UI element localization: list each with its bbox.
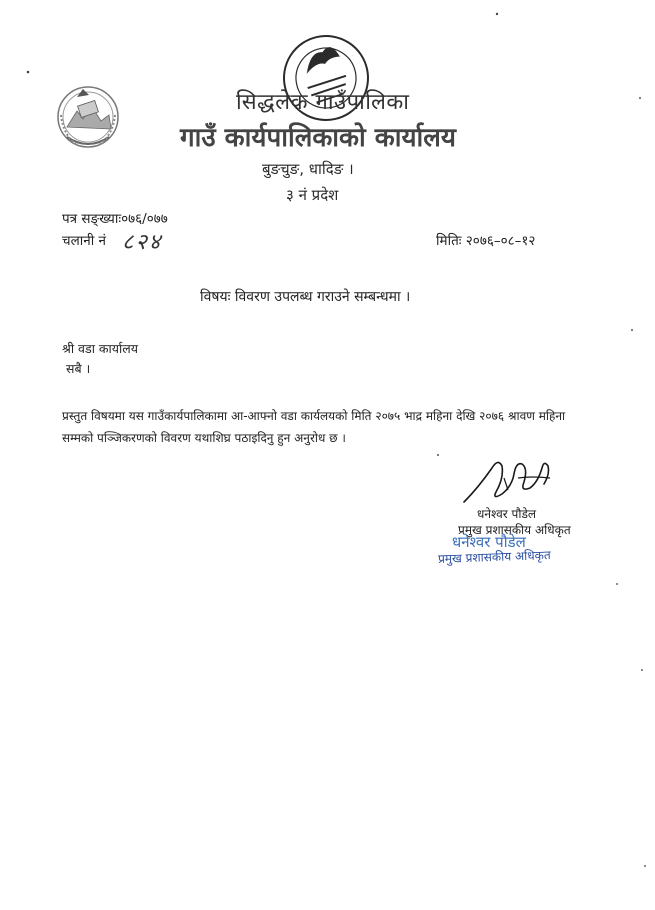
stamp-name: धनेश्वर पौडेल	[452, 533, 526, 551]
office-title: गाउँ कार्यपालिकाको कार्यालय	[180, 123, 456, 153]
province-label: ३ नं प्रदेश	[286, 186, 339, 204]
letter-body: प्रस्तुत विषयमा यस गाउँकार्यपालिकामा आ-आफ्नो वडा कार्यलयको मिति २०७५ भाद्र महिना देखि २०७६ श्रावण महिना सम्मको पञ्जिकरणको विवरण यथाशिघ्र पठाइदिनु हुन अनुरोध छ ।	[62, 409, 566, 445]
recipient-office: श्री वडा कार्यालय	[62, 341, 138, 356]
signatory-name: धनेश्वर पौडेल	[477, 507, 537, 521]
letter-subject: विषयः विवरण उपलब्ध गराउने सम्बन्धमा ।	[200, 289, 411, 305]
stamp-post: प्रमुख प्रशासकीय अधिकृत	[437, 548, 551, 566]
office-name: सिद्धलेक गाउँपालिका	[236, 90, 410, 115]
letter-date: मितिः २०७६–०८–१२	[436, 233, 536, 249]
office-address: बुङचुङ, धादिङ ।	[262, 160, 354, 178]
dispatch-label: चलानी नं	[62, 233, 106, 249]
dispatch-number: ८२४	[122, 230, 163, 255]
recipient-scope: सबै ।	[66, 361, 91, 376]
signature-icon	[458, 448, 558, 508]
signatory-post: प्रमुख प्रशासकीय अधिकृत	[458, 523, 571, 537]
government-emblem-icon	[53, 75, 123, 155]
reference-number: पत्र सङ्ख्याः०७६/०७७	[62, 211, 168, 227]
